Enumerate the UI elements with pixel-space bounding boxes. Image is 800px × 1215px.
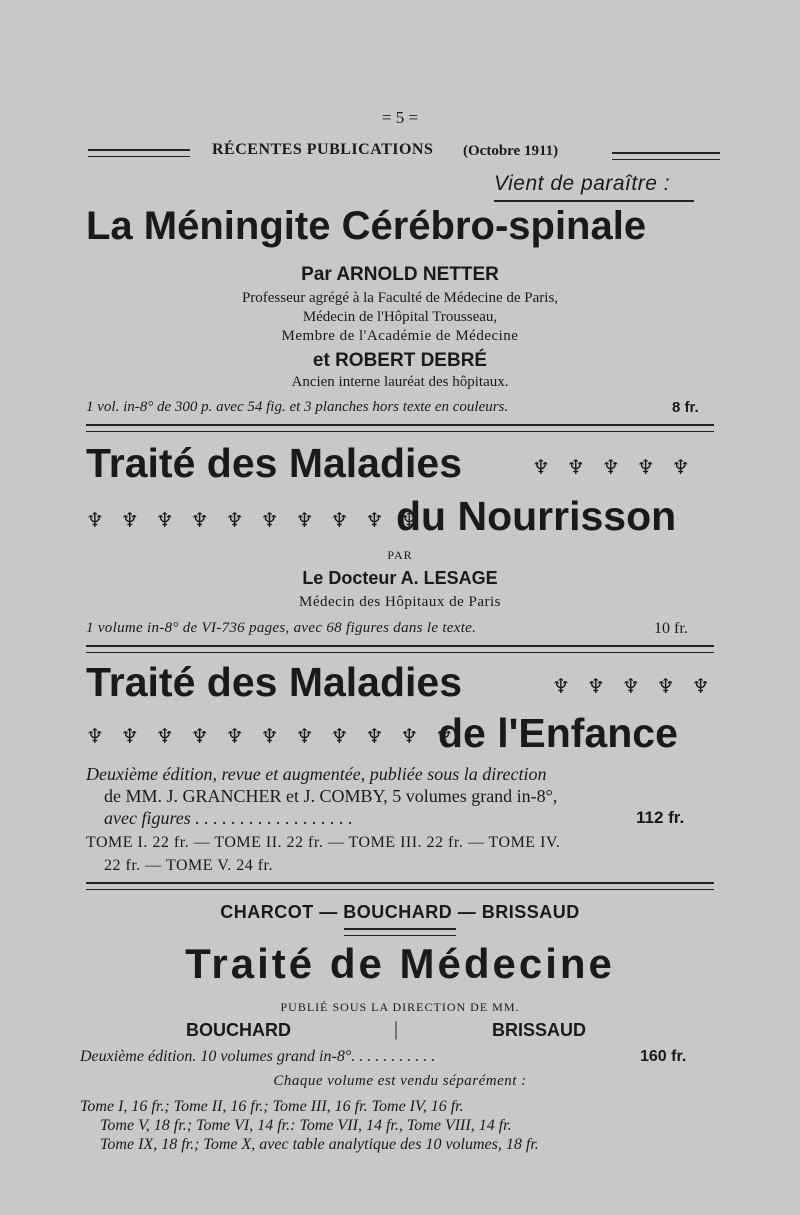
pub2-ornament-short: ♆ ♆ ♆ ♆ ♆ xyxy=(532,457,696,479)
pub1-author: Par ARNOLD NETTER xyxy=(301,264,499,285)
page-number: = 5 = xyxy=(381,108,419,127)
pub2-credential: Médecin des Hôpitaux de Paris xyxy=(299,594,501,610)
separator-3 xyxy=(86,882,714,890)
pub1-credential-2: Médecin de l'Hôpital Trousseau, xyxy=(302,309,498,325)
pub3-ornament-short: ♆ ♆ ♆ ♆ ♆ xyxy=(552,676,716,698)
pub1-coauthor-credential: Ancien interne lauréat des hôpitaux. xyxy=(291,374,509,390)
pub3-tomes-line1: TOME I. 22 fr. — TOME II. 22 fr. — TOME III. 22 fr. — TOME IV. xyxy=(86,834,561,851)
vient-de-paraitre: Vient de paraître : xyxy=(494,172,671,195)
pub1-price: 8 fr. xyxy=(672,399,699,416)
separator-2 xyxy=(86,645,714,653)
pub1-title: La Méningite Cérébro-spinale xyxy=(86,204,647,248)
pub4-dir-left: BOUCHARD xyxy=(186,1020,291,1040)
header-label: RÉCENTES PUBLICATIONS xyxy=(212,141,434,158)
pub1-details: 1 vol. in-8° de 300 p. avec 54 fig. et 3 planches hors texte en couleurs. xyxy=(86,399,509,415)
pub4-tomes-line1: Tome I, 16 fr.; Tome II, 16 fr.; Tome III, 16 fr. Tome IV, 16 fr. xyxy=(80,1098,464,1115)
pub4-edition: Deuxième édition. 10 volumes grand in-8°. . . . . . . . . . . xyxy=(80,1048,436,1065)
pub3-edition-line1: Deuxième édition, revue et augmentée, publiée sous la direction xyxy=(86,764,547,784)
pub3-title-line1: Traité des Maladies xyxy=(86,659,463,705)
pub4-sold-separately: Chaque volume est vendu séparément : xyxy=(273,1073,527,1089)
pub4-authors-rule xyxy=(344,928,456,936)
pub1-coauthor: et ROBERT DEBRÉ xyxy=(312,350,488,371)
pub4-title: Traité de Médecine xyxy=(185,940,615,987)
pub2-par: PAR xyxy=(387,548,413,562)
pub4-price: 160 fr. xyxy=(640,1048,687,1065)
pub1-credential-1: Professeur agrégé à la Faculté de Médecine de Paris, xyxy=(241,290,559,306)
pub1-credential-3: Membre de l'Académie de Médecine xyxy=(281,328,519,344)
vient-underline xyxy=(494,200,694,202)
pub3-edition-line3: avec figures . . . . . . . . . . . . . . . . . . xyxy=(104,808,353,828)
header-rule-left xyxy=(88,149,190,157)
pub4-dir-sep: | xyxy=(394,1018,399,1040)
pub3-title-line2: de l'Enfance xyxy=(438,710,678,756)
pub2-ornament-long: ♆ ♆ ♆ ♆ ♆ ♆ ♆ ♆ ♆ ♆ xyxy=(86,510,425,532)
pub2-author: Le Docteur A. LESAGE xyxy=(302,568,498,588)
pub4-tomes-line3: Tome IX, 18 fr.; Tome X, avec table analytique des 10 volumes, 18 fr. xyxy=(100,1136,539,1153)
pub4-authors: CHARCOT — BOUCHARD — BRISSAUD xyxy=(220,902,580,922)
pub4-tomes-line2: Tome V, 18 fr.; Tome VI, 14 fr.: Tome VII, 14 fr., Tome VIII, 14 fr. xyxy=(100,1117,512,1134)
header-date: (Octobre 1911) xyxy=(463,143,559,159)
separator-1 xyxy=(86,424,714,432)
pub4-direction: PUBLIÉ SOUS LA DIRECTION DE MM. xyxy=(280,1000,520,1014)
pub2-title-line1: Traité des Maladies xyxy=(86,440,463,486)
pub3-edition-line2: de MM. J. GRANCHER et J. COMBY, 5 volumes grand in-8°, xyxy=(104,786,558,806)
pub4-dir-right: BRISSAUD xyxy=(492,1020,587,1040)
pub3-ornament-long: ♆ ♆ ♆ ♆ ♆ ♆ ♆ ♆ ♆ ♆ ♆ xyxy=(86,726,460,748)
pub2-details: 1 volume in-8° de VI-736 pages, avec 68 figures dans le texte. xyxy=(86,620,477,636)
header-rule-right xyxy=(612,152,720,160)
pub2-title-line2: du Nourrisson xyxy=(396,493,677,539)
pub3-price: 112 fr. xyxy=(636,808,685,827)
pub2-price: 10 fr. xyxy=(654,620,688,637)
pub3-tomes-line2: 22 fr. — TOME V. 24 fr. xyxy=(104,857,273,874)
